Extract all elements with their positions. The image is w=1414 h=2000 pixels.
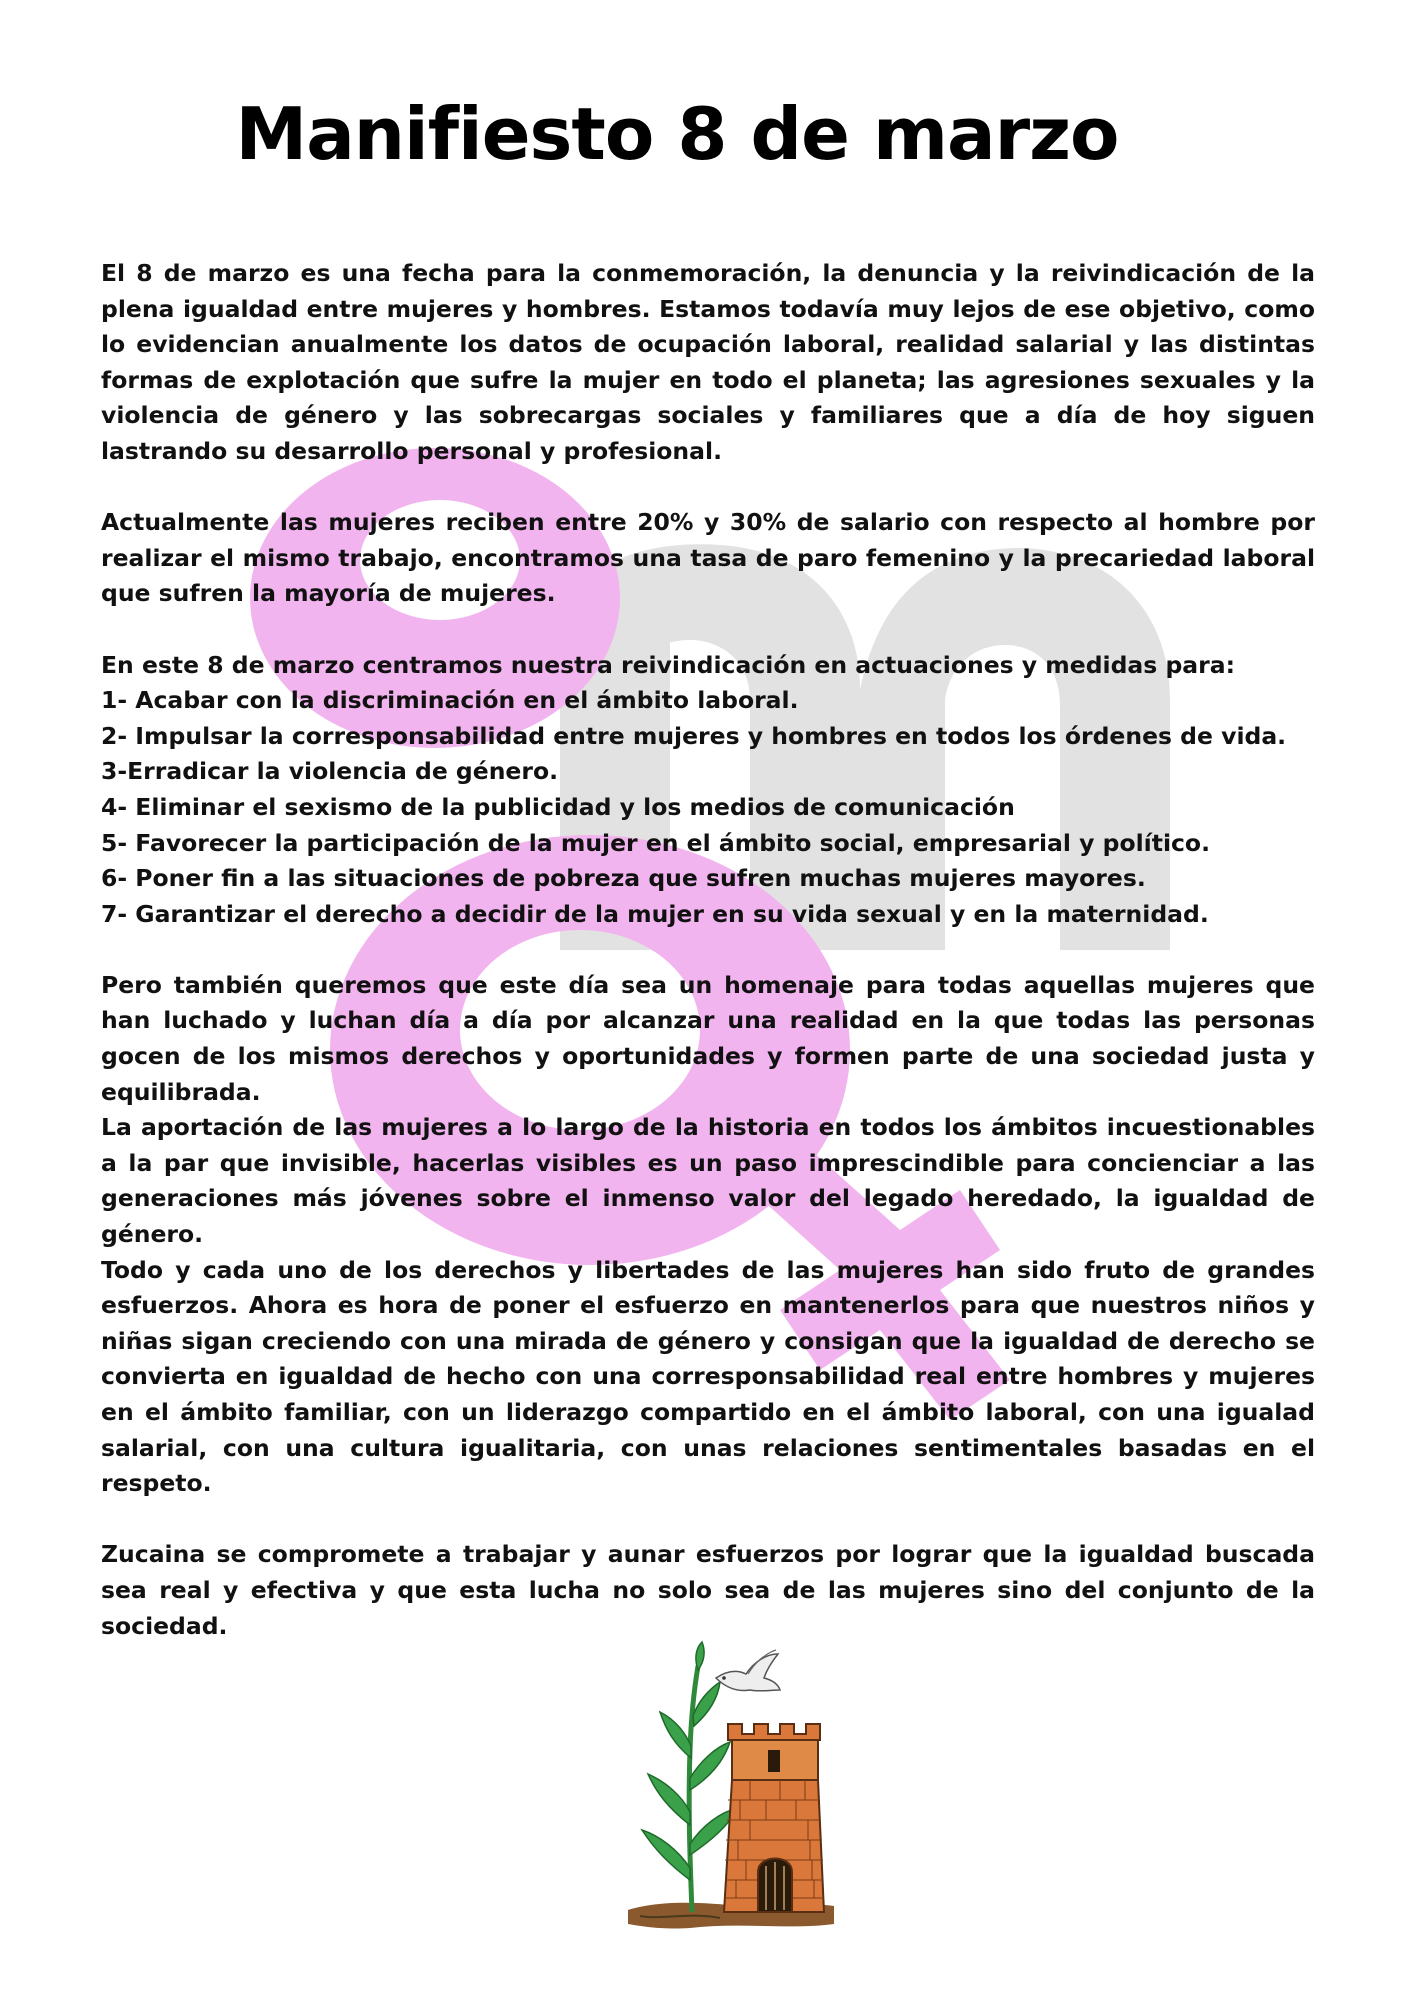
demand-item: 7- Garantizar el derecho a decidir de la mujer en su vida sexual y en la maternidad. [101, 899, 1209, 928]
paragraph-commitment: Zucaina se compromete a trabajar y aunar esfuerzos por lograr que la igualdad buscada sea real y efectiva y que esta lucha no solo sea de las mujeres sino del conjunto de la sociedad. [101, 1540, 1315, 1640]
demands-intro: En este 8 de marzo centramos nuestra reivindicación en actuaciones y medidas para: [101, 650, 1235, 679]
tower-icon [724, 1724, 824, 1912]
paragraph-spacer [101, 932, 1315, 968]
paragraph-rights: Todo y cada uno de los derechos y libertades de las mujeres han sido fruto de grandes esfuerzos. Ahora es hora de poner el esfuerzo en mantenerlos para que nuestros niños y niñas sigan creciendo con una mirada de género y consigan que la igualdad de derecho se convierta en igualdad de hecho con una corresponsabilidad real entre hombres y mujeres en el ámbito familiar, con un liderazgo compartido en el ámbito laboral, con una igualad salarial, con una cultura igualitaria, con unas relaciones sentimentales basadas en el respeto. [101, 1255, 1315, 1498]
demand-item: 2- Impulsar la corresponsabilidad entre mujeres y hombres en todos los órdenes de vida. [101, 721, 1287, 750]
paragraph-spacer [101, 612, 1315, 648]
zucaina-emblem-icon [620, 1640, 840, 1932]
paragraph-intro: El 8 de marzo es una fecha para la conmemoración, la denuncia y la reivindicación de la plena igualdad entre mujeres y hombres. Estamos todavía muy lejos de ese objetivo, como lo evidencian anualmente los datos de ocupación laboral, realidad salarial y las distintas formas de explotación que sufre la mujer en todo el planeta; las agresiones sexuales y la violencia de género y las sobrecargas sociales y familiares que a día de hoy siguen lastrando su desarrollo personal y profesional. [101, 259, 1315, 465]
paragraph-salary-gap: Actualmente las mujeres reciben entre 20% y 30% de salario con respecto al hombre por realizar el mismo trabajo, encontramos una tasa de paro femenino y la precariedad laboral que sufren la mayoría de mujeres. [101, 508, 1315, 608]
manifesto-body [101, 256, 1315, 1644]
demand-item: 4- Eliminar el sexismo de la publicidad y los medios de comunicación [101, 792, 1015, 821]
paragraph-spacer [101, 1502, 1315, 1538]
demands-list [101, 683, 1315, 932]
paragraph-spacer [101, 470, 1315, 506]
demand-item: 6- Poner fin a las situaciones de pobreza que sufren muchas mujeres mayores. [101, 864, 1146, 893]
demand-item: 1- Acabar con la discriminación en el ámbito laboral. [101, 686, 799, 715]
paragraph-history: La aportación de las mujeres a lo largo de la historia en todos los ámbitos incuestionables a la par que invisible, hacerlas visibles es un paso imprescindible para concienciar a las generaciones más jóvenes sobre el inmenso valor del legado heredado, la igualdad de género. [101, 1113, 1315, 1249]
demand-item: 5- Favorecer la participación de la mujer en el ámbito social, empresarial y político. [101, 828, 1210, 857]
dove-icon [716, 1650, 780, 1691]
demand-item: 3-Erradicar la violencia de género. [101, 757, 559, 786]
paragraph-homage: Pero también queremos que este día sea un homenaje para todas aquellas mujeres que han luchado y luchan día a día por alcanzar una realidad en la que todas las personas gocen de los mismos derechos y oportunidades y formen parte de una sociedad justa y equilibrada. [101, 970, 1315, 1106]
page-title: Manifiesto 8 de marzo [235, 92, 1119, 176]
